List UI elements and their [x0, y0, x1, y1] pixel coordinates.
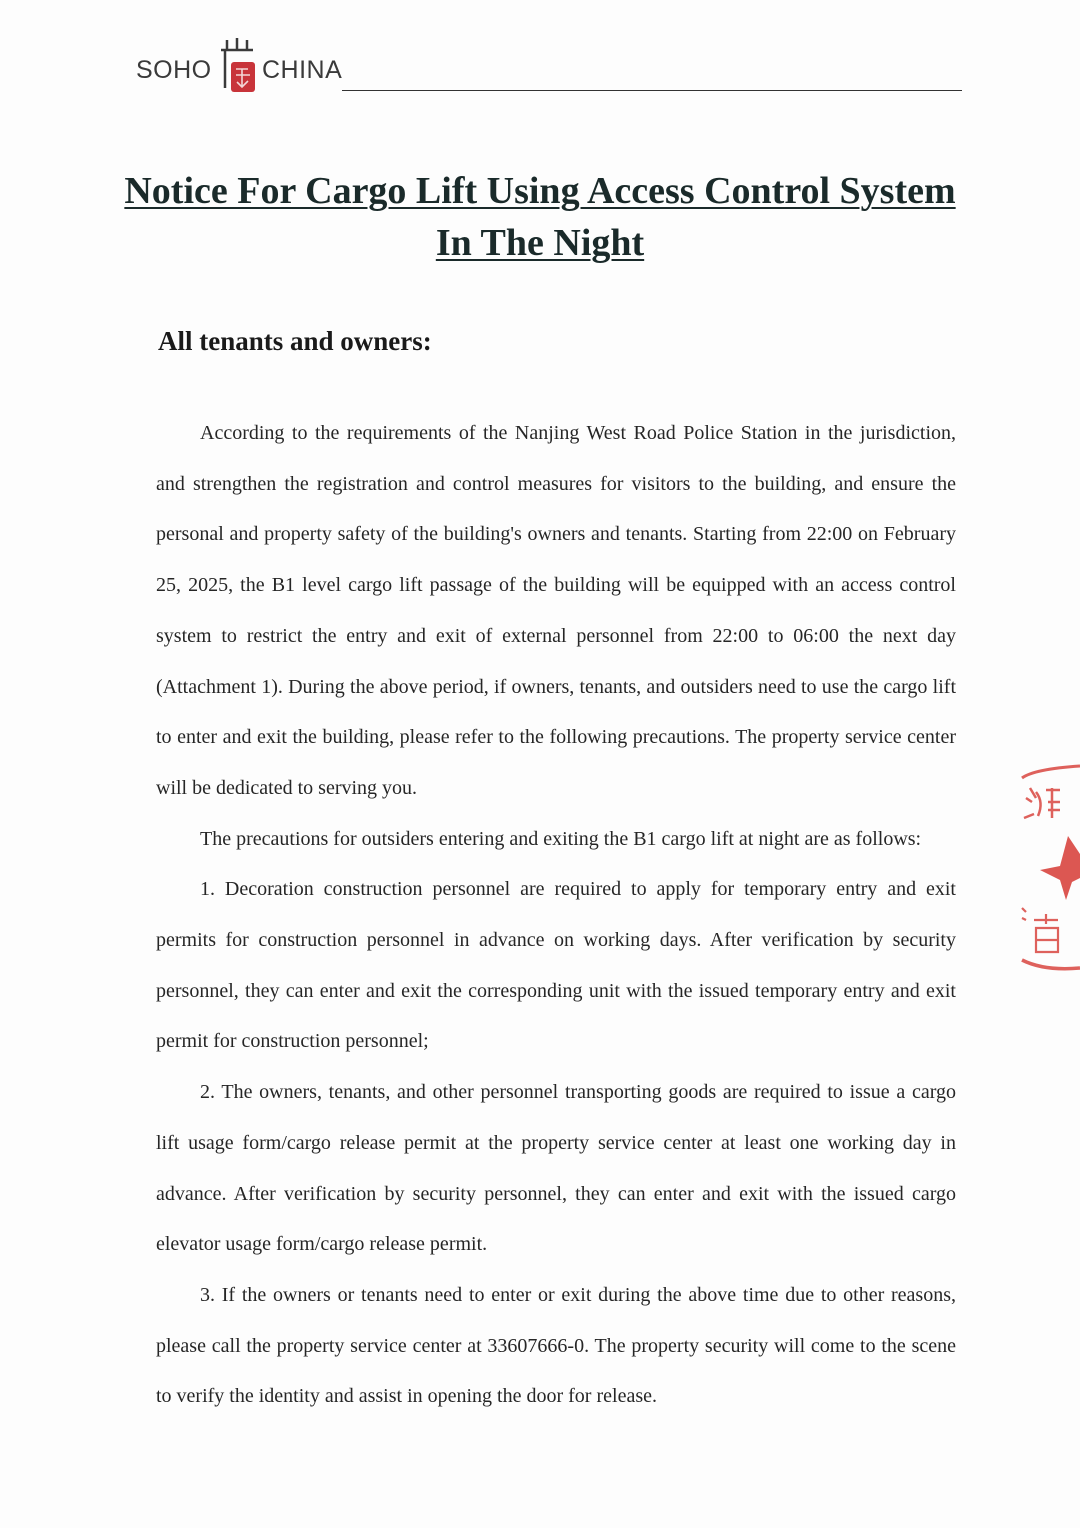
paragraph-precautions-lead: The precautions for outsiders entering and exiting the B1 cargo lift at night are as follows:: [200, 827, 922, 850]
header-rule: [342, 90, 962, 91]
letterhead: [136, 38, 962, 98]
notice-title: Notice For Cargo Lift Using Access Control System In The Night: [124, 170, 956, 264]
salutation: All tenants and owners:: [158, 326, 432, 356]
paragraph-item-2: 2. The owners, tenants, and other personnel transporting goods are required to issue a cargo lift usage form/cargo release permit at the property service center at least one working day in advance. After verification by security personnel, they can enter and exit with the issued cargo elevator usage form/cargo release permit.: [156, 1081, 956, 1256]
notice-body: [156, 408, 956, 1422]
paragraph-item-1: 1. Decoration construction personnel are required to apply for temporary entry and exit permits for construction personnel in advance on working days. After verification by security personnel, they can enter and exit the corresponding unit with the issued temporary entry and exit permit for construction personnel;: [156, 878, 956, 1053]
soho-china-logo: [136, 38, 343, 98]
logo-text-right: CHINA: [262, 56, 343, 84]
paragraph-intro: According to the requirements of the Nanjing West Road Police Station in the jurisdiction, and strengthen the registration and control measures for visitors to the building, and ensure the personal and property safety of the building's owners and tenants. Starting from 22:00 on February 25, 2025, the B1 level cargo lift passage of the building will be equipped with an access control system to restrict the entry and exit of external personnel from 22:00 to 06:00 the next day (Attachment 1). During the above period, if owners, tenants, and outsiders need to use the cargo lift to enter and exit the building, please refer to the following precautions. The property service center will be dedicated to serving you.: [156, 422, 956, 799]
logo-seal-icon: [213, 38, 263, 98]
logo-text-left: SOHO: [136, 56, 212, 84]
paragraph-item-3: 3. If the owners or tenants need to enter or exit during the above time due to other reasons, please call the property service center at 33607666-0. The property security will come to the scene to verify the identity and assist in opening the door for release.: [156, 1283, 956, 1408]
official-stamp-icon: [1010, 758, 1080, 978]
